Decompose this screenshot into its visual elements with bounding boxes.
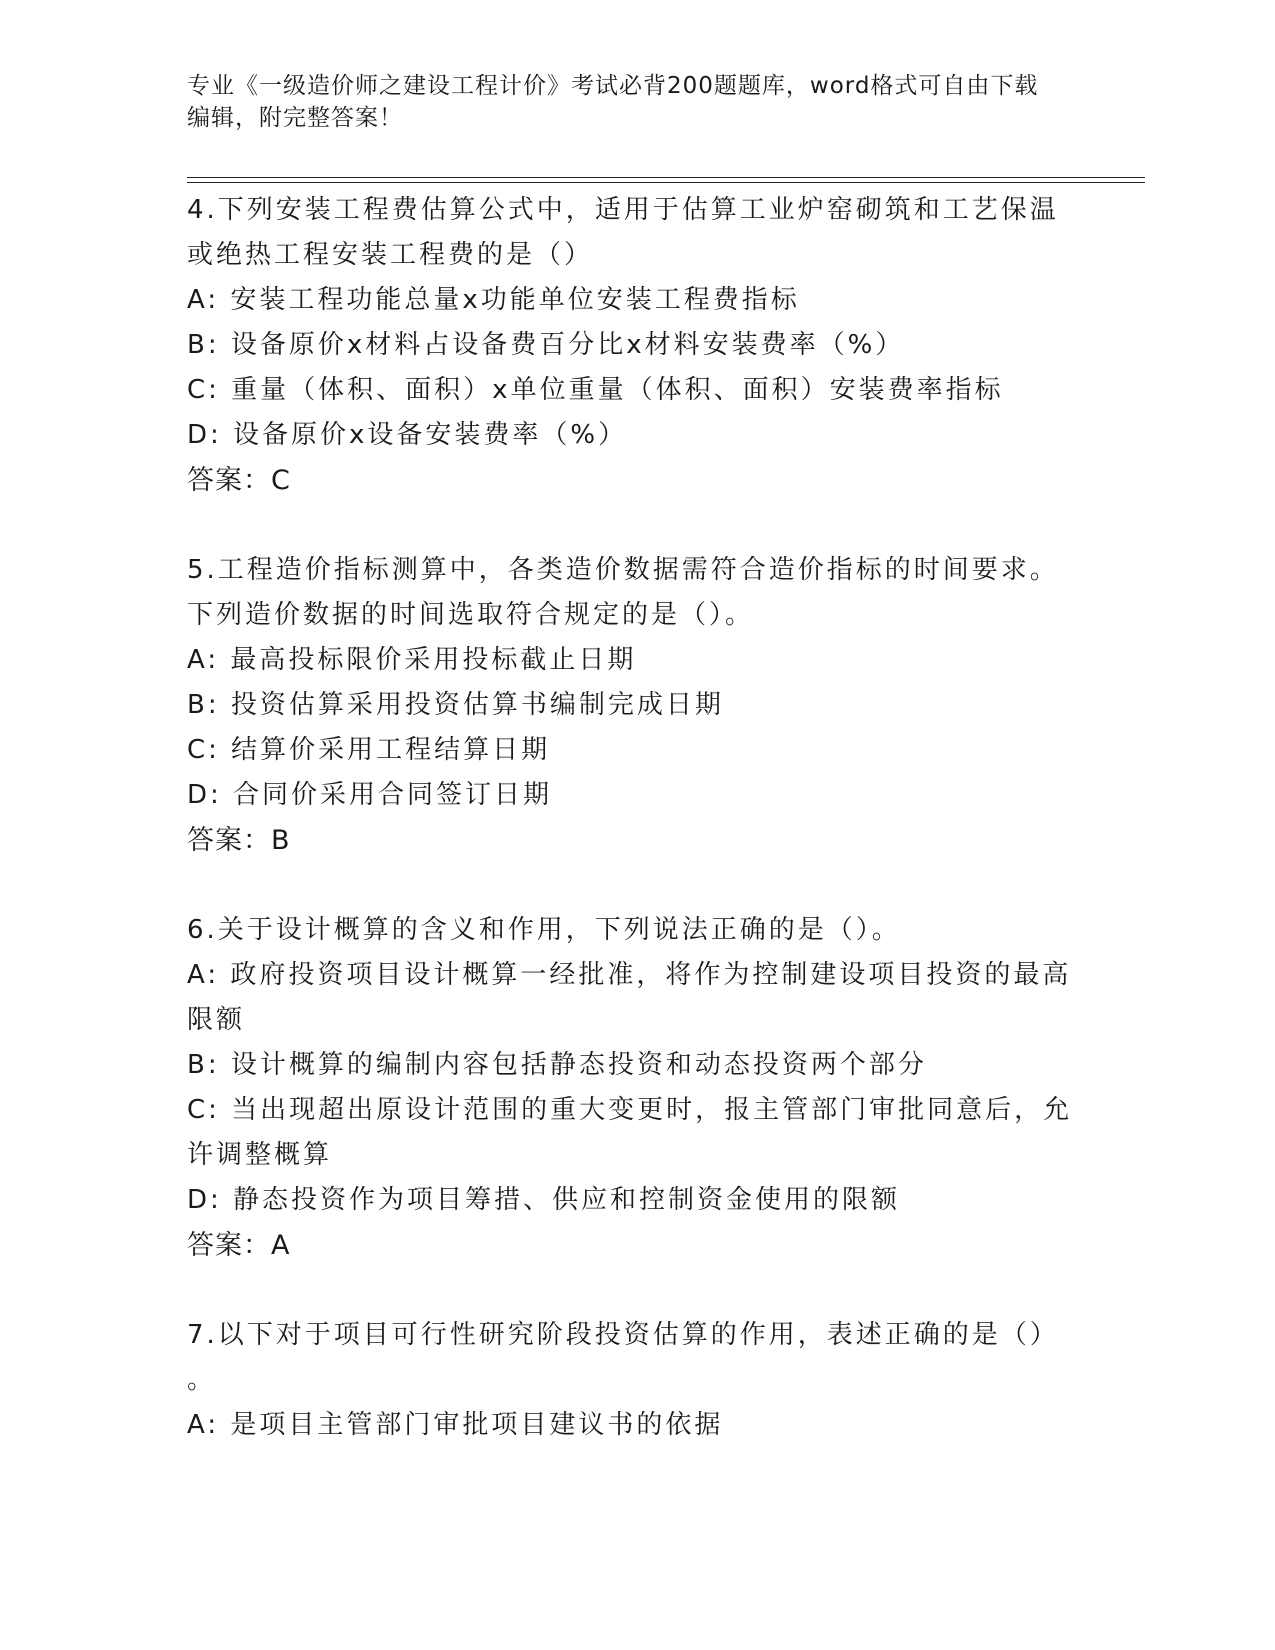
option-d: D: 静态投资作为项目筹措、供应和控制资金使用的限额 (187, 1185, 901, 1215)
option-c: C: 当出现超出原设计范围的重大变更时，报主管部门审批同意后，允 (187, 1095, 1073, 1125)
question-stem-line: 6.关于设计概算的含义和作用，下列说法正确的是（）。 (187, 915, 901, 945)
document-header (187, 70, 1087, 134)
option-d: D: 合同价采用合同签订日期 (187, 780, 553, 810)
option-b: B: 投资估算采用投资估算书编制完成日期 (187, 690, 724, 720)
option-a: A: 政府投资项目设计概算一经批准，将作为控制建设项目投资的最高 (187, 960, 1072, 990)
answer-line: 答案：A (187, 1230, 291, 1261)
answer-line: 答案：C (187, 465, 291, 496)
question-spacer (187, 1268, 1087, 1313)
question-spacer (187, 863, 1087, 908)
question-block (187, 1313, 1087, 1448)
question-block (187, 188, 1087, 503)
option-c: C: 重量（体积、面积）x单位重量（体积、面积）安装费率指标 (187, 375, 1004, 405)
question-spacer (187, 503, 1087, 548)
option-d: D: 设备原价x设备安装费率（%） (187, 420, 628, 450)
option-a: A: 安装工程功能总量x功能单位安装工程费指标 (187, 285, 800, 315)
option-a: A: 最高投标限价采用投标截止日期 (187, 645, 637, 675)
option-c-continued: 许调整概算 (187, 1140, 333, 1170)
option-c: C: 结算价采用工程结算日期 (187, 735, 551, 765)
question-stem-line: 7.以下对于项目可行性研究阶段投资估算的作用，表述正确的是（） (187, 1320, 1059, 1350)
question-block (187, 908, 1087, 1268)
question-stem-line: 4.下列安装工程费估算公式中，适用于估算工业炉窑砌筑和工艺保温 (187, 195, 1059, 225)
header-line-2: 编辑，附完整答案！ (187, 105, 403, 131)
option-b: B: 设计概算的编制内容包括静态投资和动态投资两个部分 (187, 1050, 927, 1080)
question-list (187, 188, 1087, 1448)
header-divider-top (187, 177, 1145, 178)
question-block (187, 548, 1087, 863)
question-stem-line: 下列造价数据的时间选取符合规定的是（）。 (187, 600, 755, 630)
question-stem-line: 或绝热工程安装工程费的是（） (187, 240, 594, 270)
header-line-1: 专业《一级造价师之建设工程计价》考试必背200题题库，word格式可自由下载 (187, 73, 1039, 99)
option-a-continued: 限额 (187, 1005, 246, 1035)
option-b: B: 设备原价x材料占设备费百分比x材料安装费率（%） (187, 330, 905, 360)
option-a: A: 是项目主管部门审批项目建议书的依据 (187, 1410, 724, 1440)
question-stem-line: 5.工程造价指标测算中，各类造价数据需符合造价指标的时间要求。 (187, 555, 1059, 585)
header-divider-bottom (187, 182, 1145, 183)
answer-line: 答案：B (187, 825, 291, 856)
question-stem-line: 。 (187, 1365, 217, 1395)
